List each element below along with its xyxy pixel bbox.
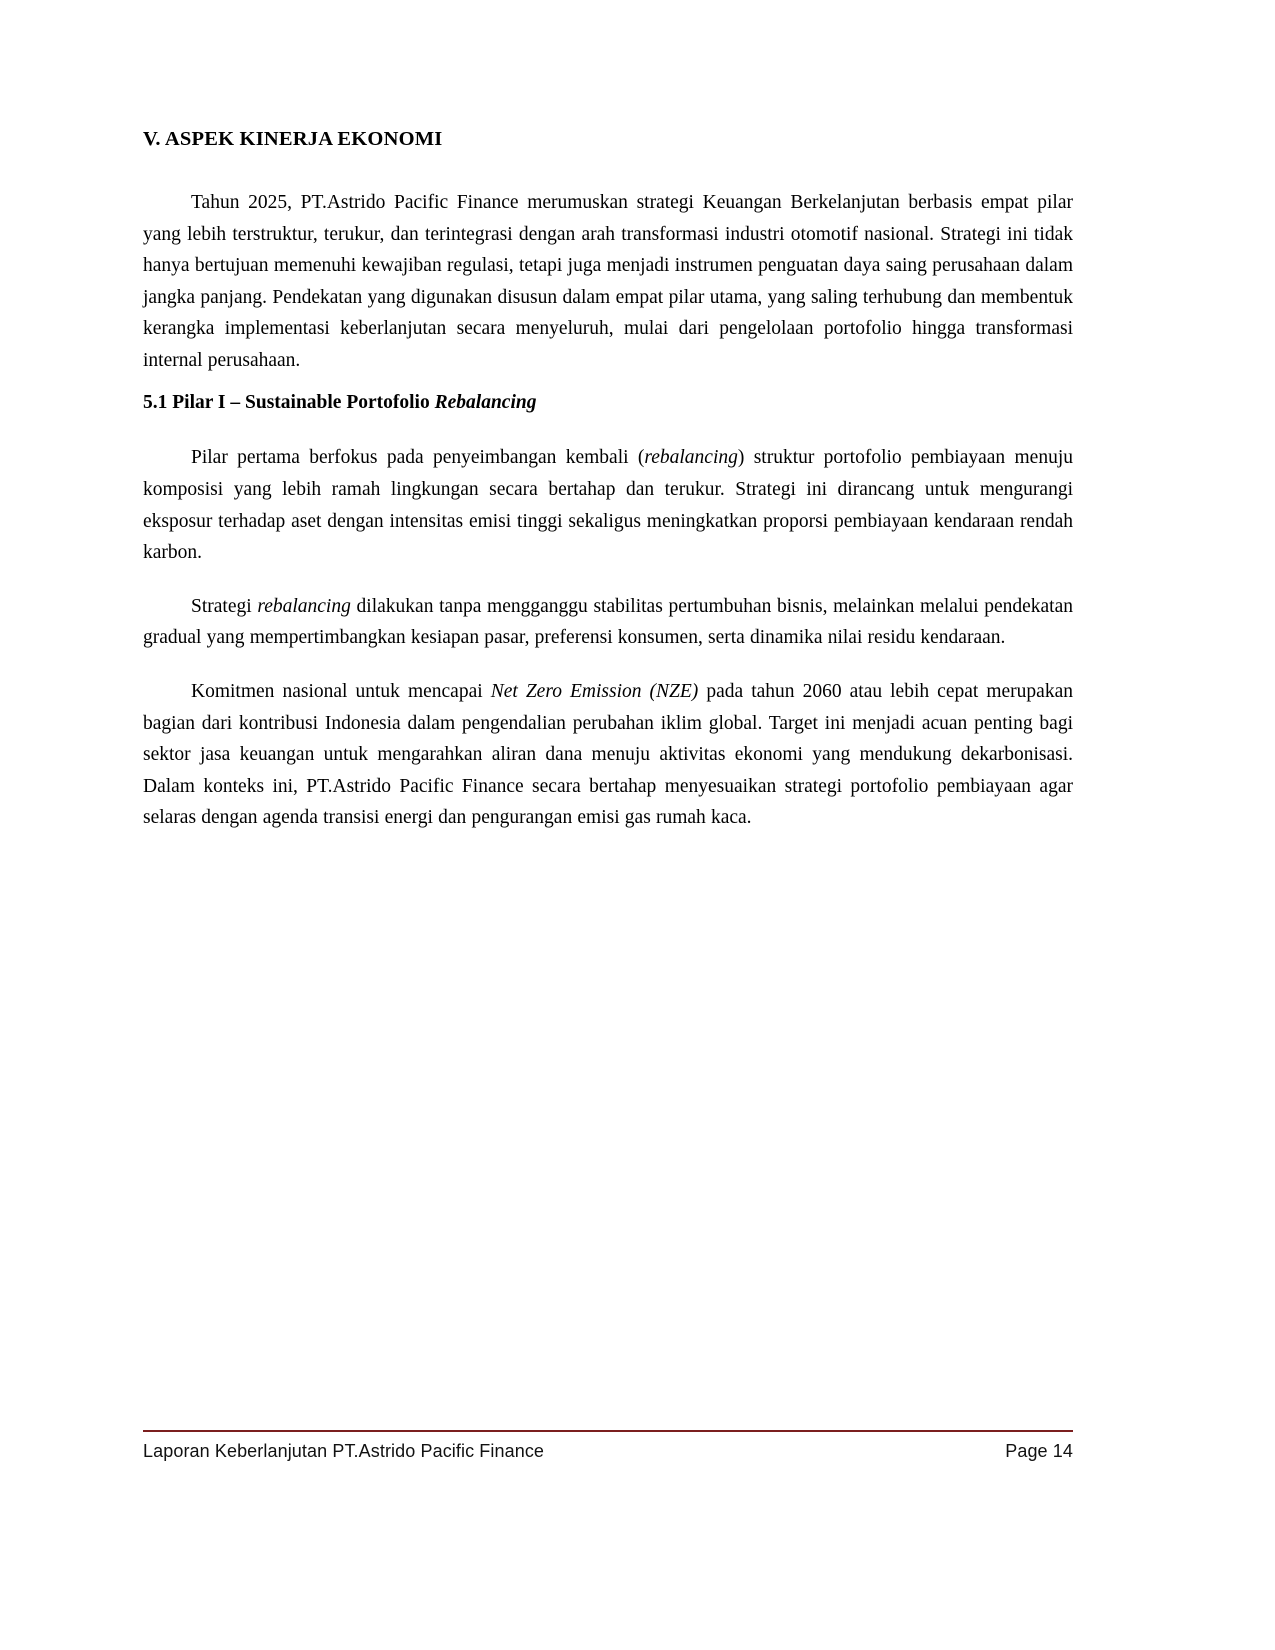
pillar-p3-part-b: pada tahun 2060 atau lebih cepat merupakan bagian dari kontribusi Indonesia dalam pengendalian perubahan iklim global. Target ini menjadi acuan penting bagi sektor jasa keuangan untuk mengarahkan aliran dana menuju aktivitas ekonomi yang mendukung dekarbonisasi. Dalam konteks ini, PT.Astrido Pacific Finance secara bertahap menyesuaikan strategi portofolio pembiayaan agar selaras dengan agenda transisi energi dan pengurangan emisi gas rumah kaca. bbox=[143, 680, 1073, 829]
intro-paragraph: Tahun 2025, PT.Astrido Pacific Finance merumuskan strategi Keuangan Berkelanjutan berbasis empat pilar yang lebih terstruktur, terukur, dan terintegrasi dengan arah transformasi industri otomotif nasional. Strategi ini tidak hanya bertujuan memenuhi kewajiban regulasi, tetapi juga menjadi instrumen penguatan daya saing perusahaan dalam jangka panjang. Pendekatan yang digunakan disusun dalam empat pilar utama, yang saling terhubung dan membentuk kerangka implementasi keberlanjutan secara menyeluruh, mulai dari pengelolaan portofolio hingga transformasi internal perusahaan. bbox=[143, 192, 1073, 371]
pillar-p2-part-a: Strategi bbox=[191, 595, 258, 617]
pillar-p2-part-b: dilakukan tanpa mengganggu stabilitas pertumbuhan bisnis, melainkan melalui pendekatan gradual yang mempertimbangkan kesiapan pasar, preferensi konsumen, serta dinamika nilai residu kendaraan. bbox=[143, 595, 1073, 649]
footer-row bbox=[143, 1441, 1073, 1462]
spacer bbox=[143, 414, 1073, 442]
spacer bbox=[143, 376, 1073, 392]
footer-divider bbox=[143, 1430, 1073, 1432]
page-content bbox=[143, 128, 1073, 834]
footer-page-number: Page 14 bbox=[1005, 1441, 1073, 1461]
pillar-p3-part-a: Komitmen nasional untuk mencapai bbox=[191, 680, 491, 702]
page-footer bbox=[143, 1430, 1073, 1462]
pillar-p2-italic: rebalancing bbox=[257, 595, 351, 617]
spacer bbox=[143, 569, 1073, 591]
pillar-p1-part-a: Pilar pertama berfokus pada penyeimbangan kembali ( bbox=[191, 447, 645, 469]
subsection-title-italic: Rebalancing bbox=[434, 392, 537, 414]
spacer bbox=[143, 654, 1073, 676]
spacer bbox=[143, 151, 1073, 187]
pillar-paragraph-2 bbox=[143, 591, 1073, 654]
pillar-p1-part-b: ) struktur portofolio pembiayaan menuju komposisi yang lebih ramah lingkungan secara bertahap dan terukur. Strategi ini dirancang untuk mengurangi eksposur terhadap aset dengan intensitas emisi tinggi sekaligus meningkatkan proporsi pembiayaan kendaraan rendah karbon. bbox=[143, 447, 1073, 564]
pillar-p1-italic: rebalancing bbox=[644, 447, 738, 469]
subsection-heading bbox=[143, 392, 1073, 414]
pillar-p3-italic: Net Zero Emission (NZE) bbox=[490, 680, 699, 702]
pillar-paragraph-3 bbox=[143, 676, 1073, 834]
section-heading: V. ASPEK KINERJA EKONOMI bbox=[143, 128, 443, 150]
footer-document-title: Laporan Keberlanjutan PT.Astrido Pacific Finance bbox=[143, 1441, 545, 1461]
subsection-number-title: 5.1 Pilar I – Sustainable Portofolio bbox=[143, 392, 435, 414]
pillar-paragraph-1 bbox=[143, 442, 1073, 568]
